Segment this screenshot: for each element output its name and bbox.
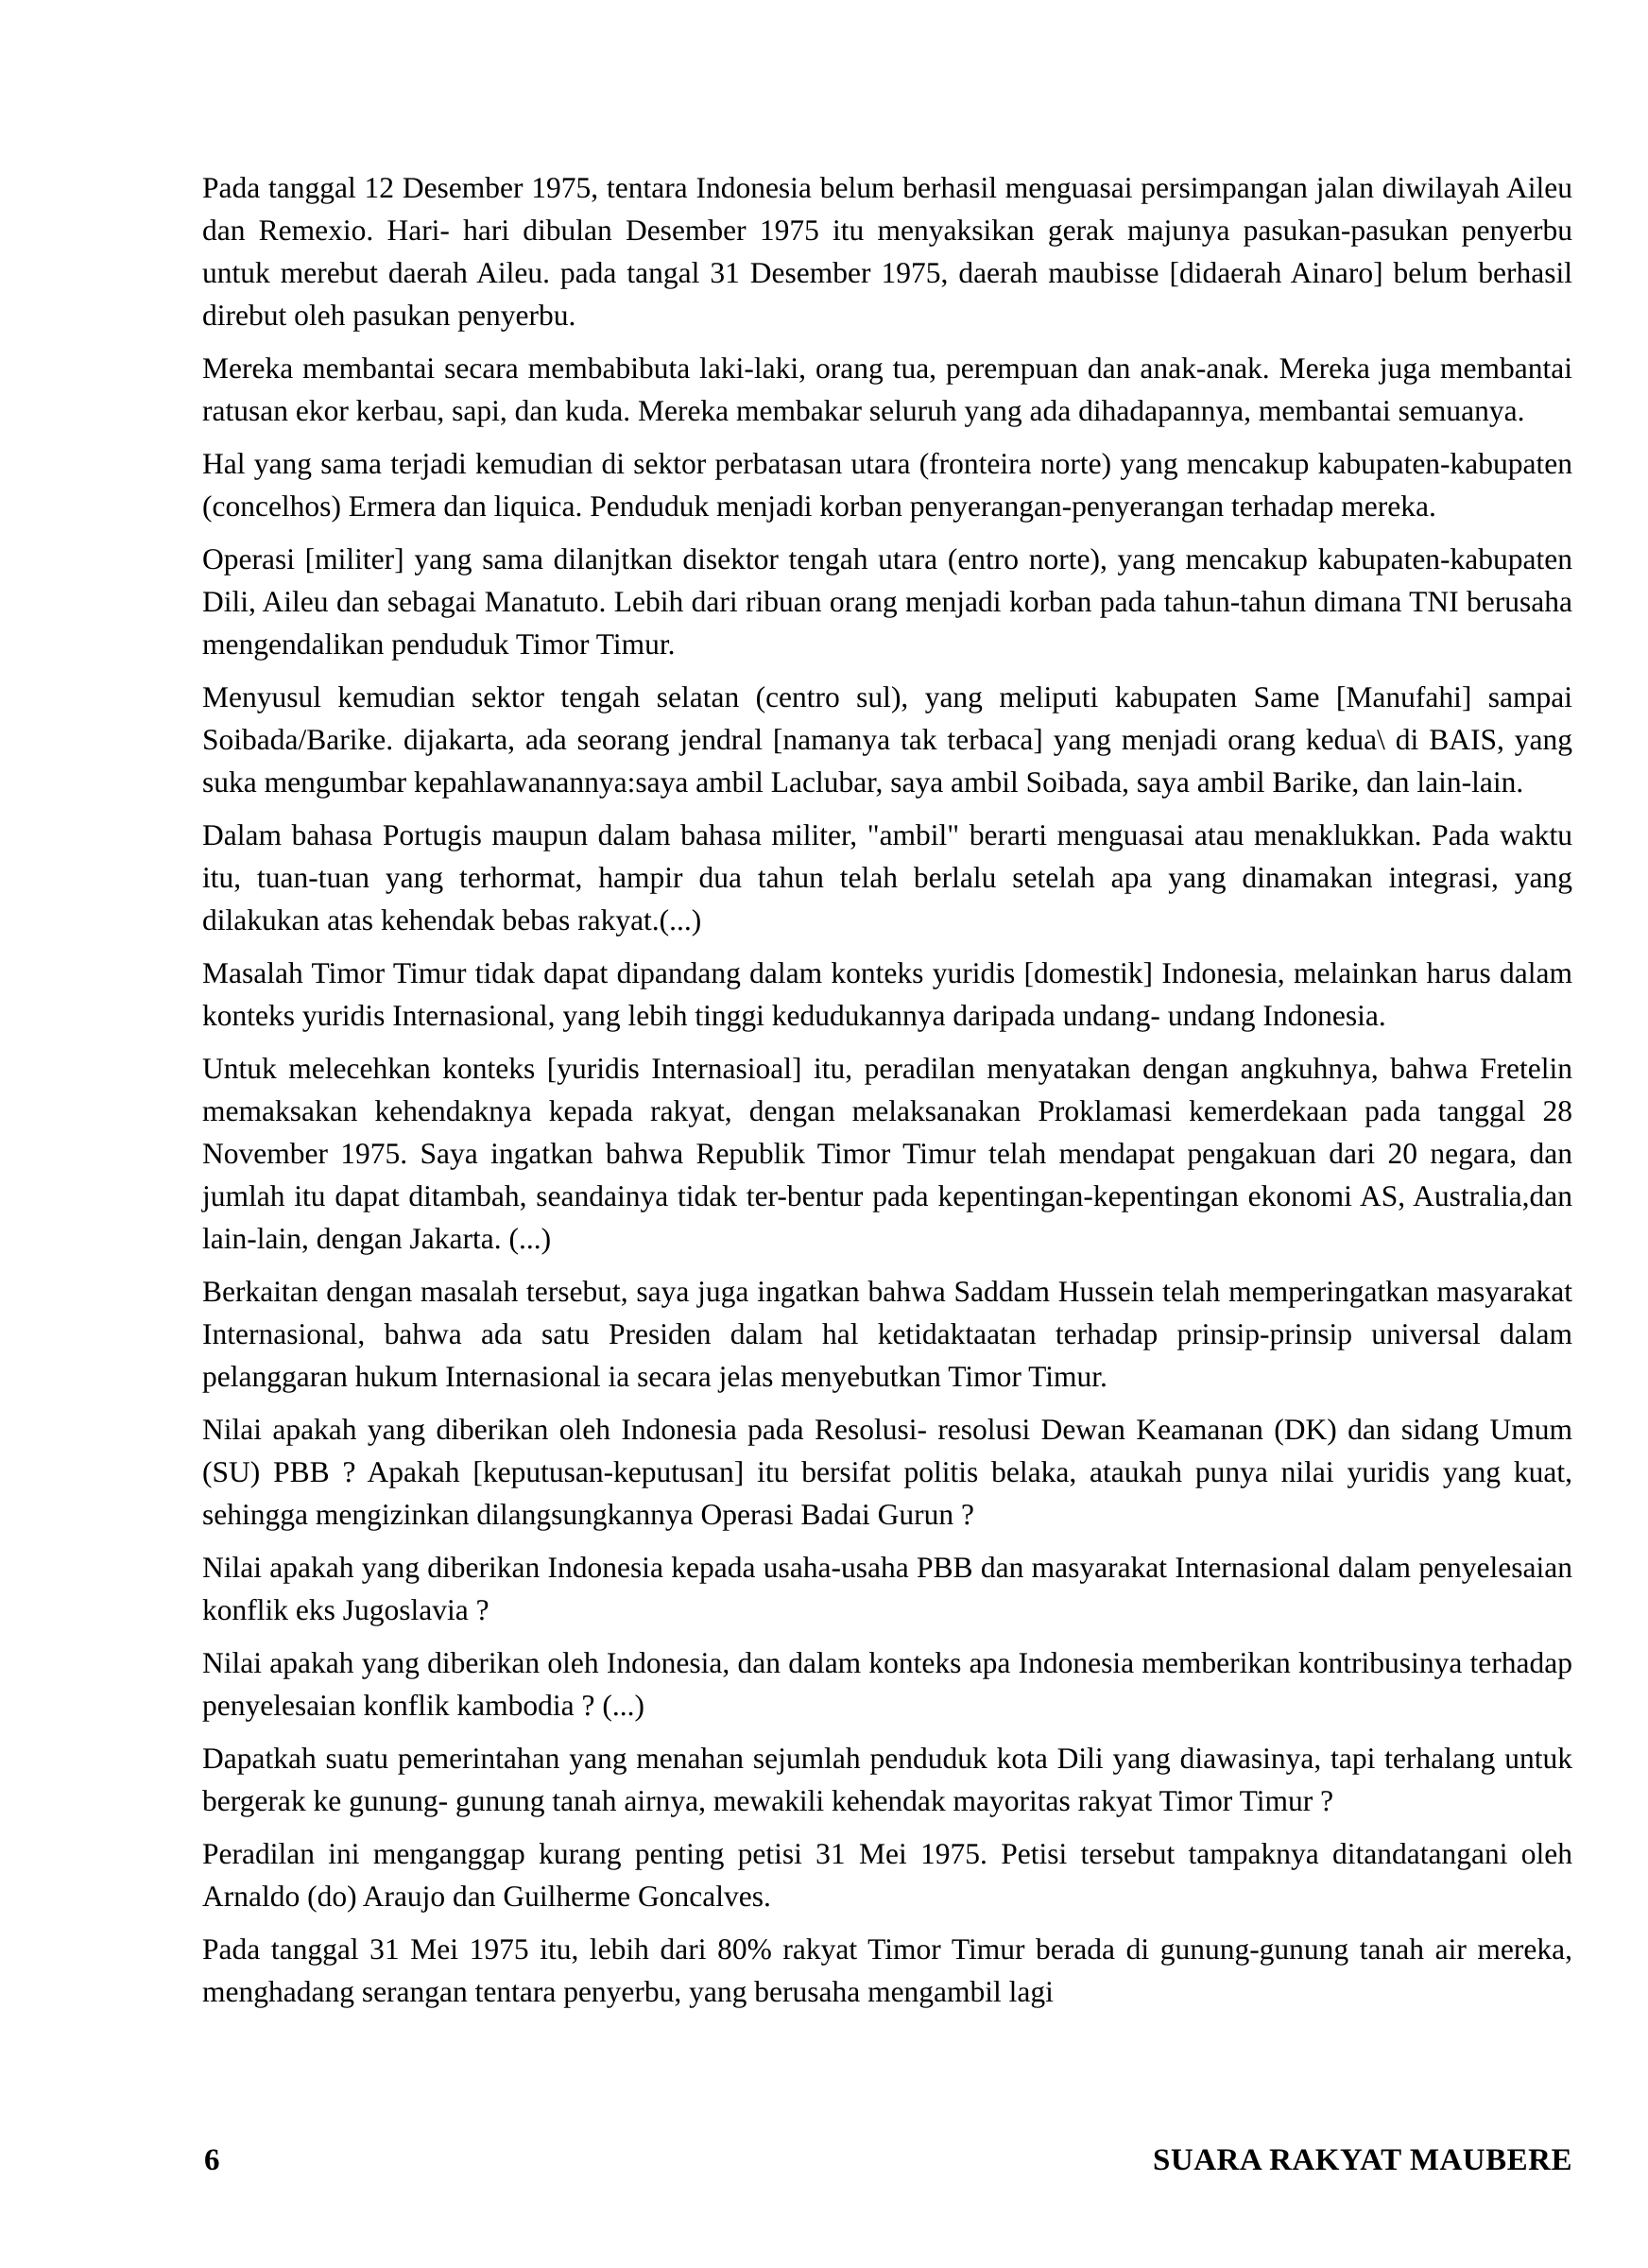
paragraph-2: Mereka membantai secara membabibuta laki-laki, orang tua, perempuan dan anak-anak. Mereka juga membantai ratusan ekor kerbau, sapi, dan kuda. Mereka membakar seluruh yang ada dihadapannya, membantai semuanya. <box>202 352 1572 427</box>
paragraph-14: Peradilan ini menganggap kurang penting petisi 31 Mei 1975. Petisi tersebut tampaknya ditandatangani oleh Arnaldo (do) Araujo dan Guilherme Goncalves. <box>202 1837 1572 1913</box>
paragraph-3: Hal yang sama terjadi kemudian di sektor perbatasan utara (fronteira norte) yang mencakup kabupaten-kabupaten (concelhos) Ermera dan liquica. Penduduk menjadi korban penyerangan-penyerangan terhadap mereka. <box>202 447 1572 523</box>
paragraph-12: Nilai apakah yang diberikan oleh Indonesia, dan dalam konteks apa Indonesia memberikan kontribusinya terhadap penyelesaian konflik kambodia ? (...) <box>202 1646 1572 1722</box>
paragraph-11: Nilai apakah yang diberikan Indonesia kepada usaha-usaha PBB dan masyarakat Internasional dalam penyelesaian konflik eks Jugoslavia ? <box>202 1551 1572 1626</box>
paragraph-5: Menyusul kemudian sektor tengah selatan (centro sul), yang meliputi kabupaten Same [Manufahi] sampai Soibada/Barike. dijakarta, ada seorang jendral [namanya tak terbaca] yang menjadi orang kedua\ di BAIS, yang suka mengumbar kepahlawanannya:saya ambil Laclubar, saya ambil Soibada, saya ambil Barike, dan lain-lain. <box>202 680 1572 799</box>
paragraph-9: Berkaitan dengan masalah tersebut, saya juga ingatkan bahwa Saddam Hussein telah memperingatkan masyarakat Internasional, bahwa ada satu Presiden dalam hal ketidaktaatan terhadap prinsip-prinsip universal dalam pelanggaran hukum Internasional ia secara jelas menyebutkan Timor Timur. <box>202 1275 1572 1393</box>
document-body <box>202 166 1572 2023</box>
paragraph-13: Dapatkah suatu pemerintahan yang menahan sejumlah penduduk kota Dili yang diawasinya, tapi terhalang untuk bergerak ke gunung- gunung tanah airnya, mewakili kehendak mayoritas rakyat Timor Timur ? <box>202 1742 1572 1817</box>
page-footer <box>204 2143 1572 2181</box>
paragraph-15: Pada tanggal 31 Mei 1975 itu, lebih dari 80% rakyat Timor Timur berada di gunung-gunung tanah air mereka, menghadang serangan tentara penyerbu, yang berusaha mengambil lagi <box>202 1933 1572 2008</box>
paragraph-1: Pada tanggal 12 Desember 1975, tentara Indonesia belum berhasil menguasai persimpangan jalan diwilayah Aileu dan Remexio. Hari- hari dibulan Desember 1975 itu menyaksikan gerak majunya pasukan-pasukan penyerbu untuk merebut daerah Aileu. pada tangal 31 Desember 1975, daerah maubisse [didaerah Ainaro] belum berhasil direbut oleh pasukan penyerbu. <box>202 171 1572 332</box>
paragraph-10: Nilai apakah yang diberikan oleh Indonesia pada Resolusi- resolusi Dewan Keamanan (DK) dan sidang Umum (SU) PBB ? Apakah [keputusan-keputusan] itu bersifat politis belaka, ataukah punya nilai yuridis yang kuat, sehingga mengizinkan dilangsungkannya Operasi Badai Gurun ? <box>202 1413 1572 1531</box>
publication-title: SUARA RAKYAT MAUBERE <box>1153 2143 1572 2177</box>
paragraph-4: Operasi [militer] yang sama dilanjtkan disektor tengah utara (entro norte), yang mencakup kabupaten-kabupaten Dili, Aileu dan sebagai Manatuto. Lebih dari ribuan orang menjadi korban pada tahun-tahun dimana TNI berusaha mengendalikan penduduk Timor Timur. <box>202 542 1572 661</box>
paragraph-8: Untuk melecehkan konteks [yuridis Internasioal] itu, peradilan menyatakan dengan angkuhnya, bahwa Fretelin memaksakan kehendaknya kepada rakyat, dengan melaksanakan Proklamasi kemerdekaan pada tanggal 28 November 1975. Saya ingatkan bahwa Republik Timor Timur telah mendapat pengakuan dari 20 negara, dan jumlah itu dapat ditambah, seandainya tidak ter-bentur pada kepentingan-kepentingan ekonomi AS, Australia,dan lain-lain, dengan Jakarta. (...) <box>202 1052 1572 1255</box>
paragraph-7: Masalah Timor Timur tidak dapat dipandang dalam konteks yuridis [domestik] Indonesia, melainkan harus dalam konteks yuridis Internasional, yang lebih tinggi kedudukannya daripada undang- undang Indonesia. <box>202 956 1572 1032</box>
page-number: 6 <box>204 2143 220 2177</box>
paragraph-6: Dalam bahasa Portugis maupun dalam bahasa militer, "ambil" berarti menguasai atau menaklukkan. Pada waktu itu, tuan-tuan yang terhormat, hampir dua tahun telah berlalu setelah apa yang dinamakan integrasi, yang dilakukan atas kehendak bebas rakyat.(...) <box>202 818 1572 936</box>
